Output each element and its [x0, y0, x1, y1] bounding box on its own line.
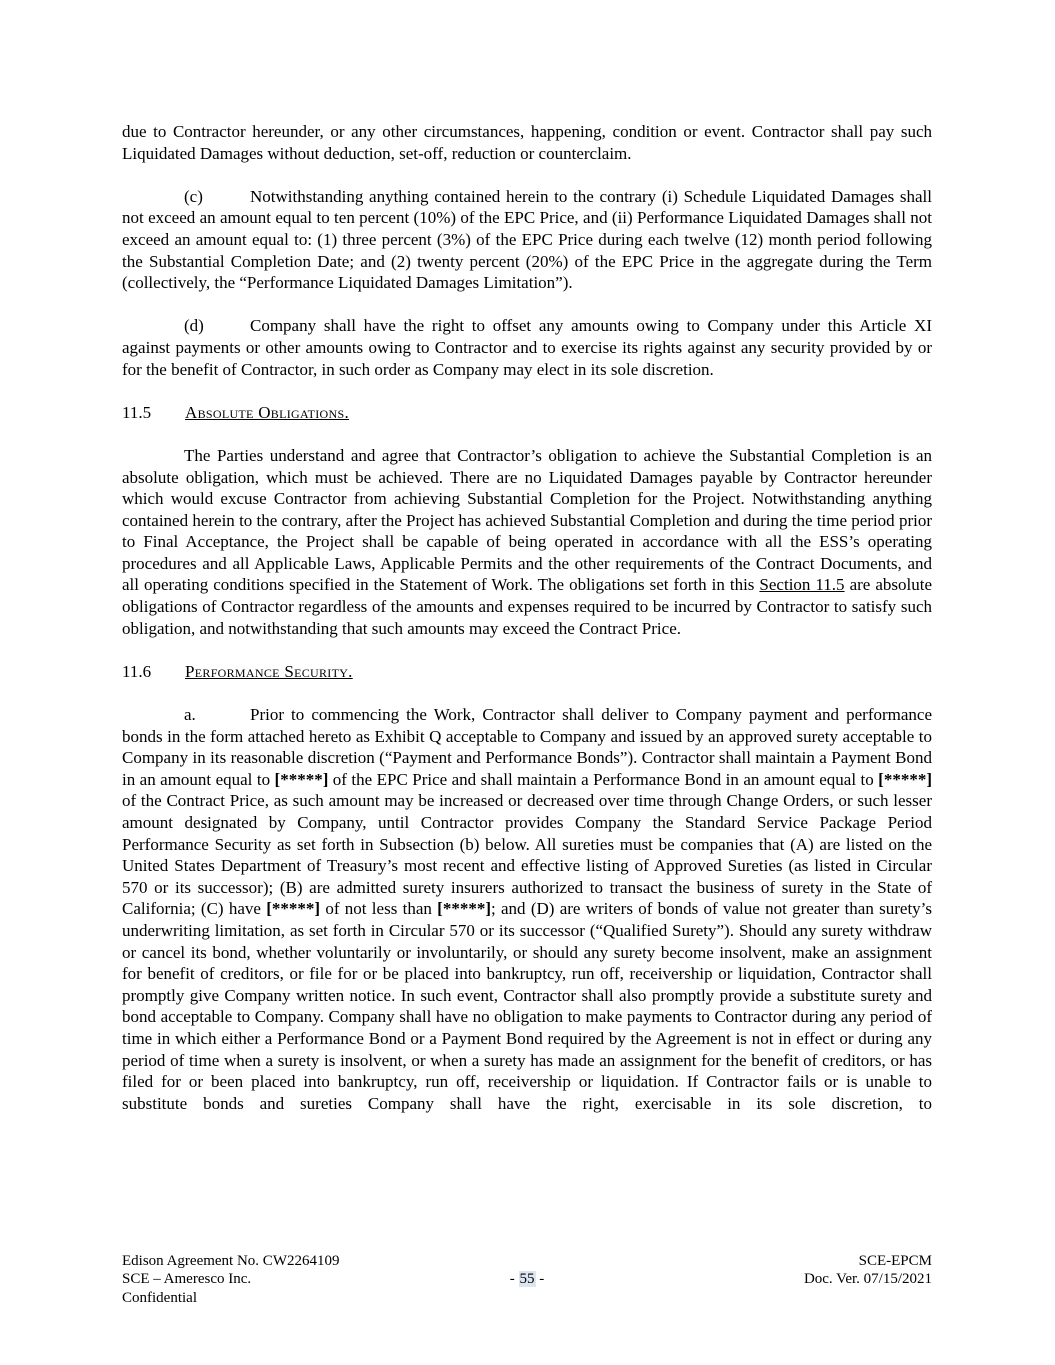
section-title: Absolute Obligations. [185, 402, 350, 422]
redacted-value: [*****] [266, 899, 321, 919]
section-heading [122, 661, 932, 683]
page-number [510, 1270, 545, 1288]
paragraph-label: (d) [184, 316, 204, 336]
footer-parties: SCE – Ameresco Inc. [122, 1271, 252, 1288]
section-number: 11.5 [122, 402, 152, 422]
text-run: The Parties understand and agree that Contractor’s obligation to achieve the Substantial Completion is an absolute obligation, which must be achieved. There are no Liquidated Damages payable by Contractor hereunder which would excuse Contractor from achieving Substantial Completion for the Project. Notwithstanding anything contained herein to the contrary, after the Project has achieved Substantial Completion and during the time period prior to Final Acceptance, the Project shall be capable of being operated in accordance with all the ESS’s operating procedures and all Applicable Laws, Applicable Permits and the other requirements of the Contract Documents, and all operating conditions specified in the Statement of Work. The obligations set forth in this [122, 445, 932, 595]
redacted-value: [*****] [274, 769, 329, 789]
footer-doc-version: Doc. Ver. 07/15/2021 [803, 1271, 932, 1288]
page-number-prefix: - [509, 1271, 519, 1288]
section-number: 11.6 [122, 661, 152, 681]
footer-center-block [510, 1252, 545, 1307]
paragraph [122, 445, 932, 639]
text-run: of the EPC Price and shall maintain a Performance Bond in an amount equal to [328, 769, 879, 789]
cross-reference: Section 11.5 [759, 575, 845, 595]
text-run: of the Contract Price, as such amount may be increased or decreased over time through Change Orders, or such lesser amount designated by Company, until Contractor provides Company the Standard Service Package Period Performance Security as set forth in Subsection (b) below. All sureties must be companies that (A) are listed on the United States Department of Treasury’s most recent and effective listing of Approved Sureties (as listed in Circular 570 or its successor); (B) are admitted surety insurers authorized to transact the business of surety in the State of California; (C) have [122, 791, 932, 919]
document-body [122, 121, 932, 1136]
footer-doc-type: SCE-EPCM [858, 1253, 932, 1269]
text-run: Company shall have the right to offset any amounts owing to Company under this Article XI against payments or other amounts owing to Contractor and to exercise its rights against any security provided by or for the benefit of Contractor, in such order as Company may elect in its sole discretion. [122, 316, 932, 379]
section-heading [122, 402, 932, 424]
redacted-value: [*****] [437, 899, 491, 919]
text-run: Notwithstanding anything contained herein to the contrary (i) Schedule Liquidated Damages shall not exceed an amount equal to ten percent (10%) of the EPC Price, and (ii) Performance Liquidated Damages shall not exceed an amount equal to: (1) three percent (3%) of the EPC Price during each twelve (12) month period following the Substantial Completion Date; and (2) twenty percent (20%) of the EPC Price in the aggregate during the Term (collectively, the “Performance Liquidated Damages Limitation”). [122, 186, 932, 293]
text-run: Prior to commencing the Work, Contractor shall deliver to Company payment and performance bonds in the form attached hereto as Exhibit Q acceptable to Company and issued by an approved surety acceptable to Company in its reasonable discretion (“Payment and Performance Bonds”). Contractor shall maintain a Payment Bond in an amount equal to [122, 705, 932, 789]
footer-confidential-label: Confidential [122, 1289, 197, 1306]
text-run: of not less than [320, 899, 438, 919]
footer-right-block [544, 1252, 932, 1307]
paragraph-label: a. [184, 705, 196, 725]
paragraph [122, 121, 932, 164]
redacted-value: [*****] [878, 769, 932, 789]
page-footer [122, 1252, 932, 1307]
text-run: ; and (D) are writers of bonds of value not greater than surety’s underwriting limitation, as set forth in Circular 570 or its successor (“Qualified Surety”). Should any surety withdraw or cancel its bond, whether voluntarily or involuntarily, or should any surety become insolvent, make an assignment for benefit of creditors, or file for or be placed into bankruptcy, run off, receivership or liquidation, Contractor shall promptly give Company written notice. In such event, Contractor shall also promptly provide a substitute surety and bond acceptable to Company. Company shall have no obligation to make payments to Contractor during any period of time in which either a Performance Bond or a Payment Bond required by the Agreement is not in effect or during any period of time when a surety is insolvent, or when a surety has made an assignment for the benefit of creditors, or has filed for or been placed into bankruptcy, run off, receivership or liquidation. If Contractor fails or is unable to substitute bonds and sureties Company shall have the right, exercisable in its sole discretion, to [122, 899, 933, 1113]
page-number-suffix: - [535, 1271, 545, 1288]
footer-left-block [122, 1252, 510, 1307]
paragraph [122, 315, 932, 380]
paragraph-label: (c) [184, 186, 203, 206]
footer-agreement-number: Edison Agreement No. CW2264109 [122, 1253, 340, 1269]
text-run: due to Contractor hereunder, or any other circumstances, happening, condition or event. Contractor shall pay such Liquidated Damages without deduction, set-off, reduction or counterclaim. [122, 122, 932, 163]
text-run: are absolute obligations of Contractor regardless of the amounts and expenses required to be incurred by Contractor to satisfy such obligation, and notwithstanding that such amounts may exceed the Contract Price. [122, 575, 932, 638]
section-title: Performance Security. [185, 661, 353, 681]
paragraph [122, 704, 932, 1114]
page-number-field: 55 [519, 1271, 535, 1288]
paragraph [122, 186, 932, 294]
